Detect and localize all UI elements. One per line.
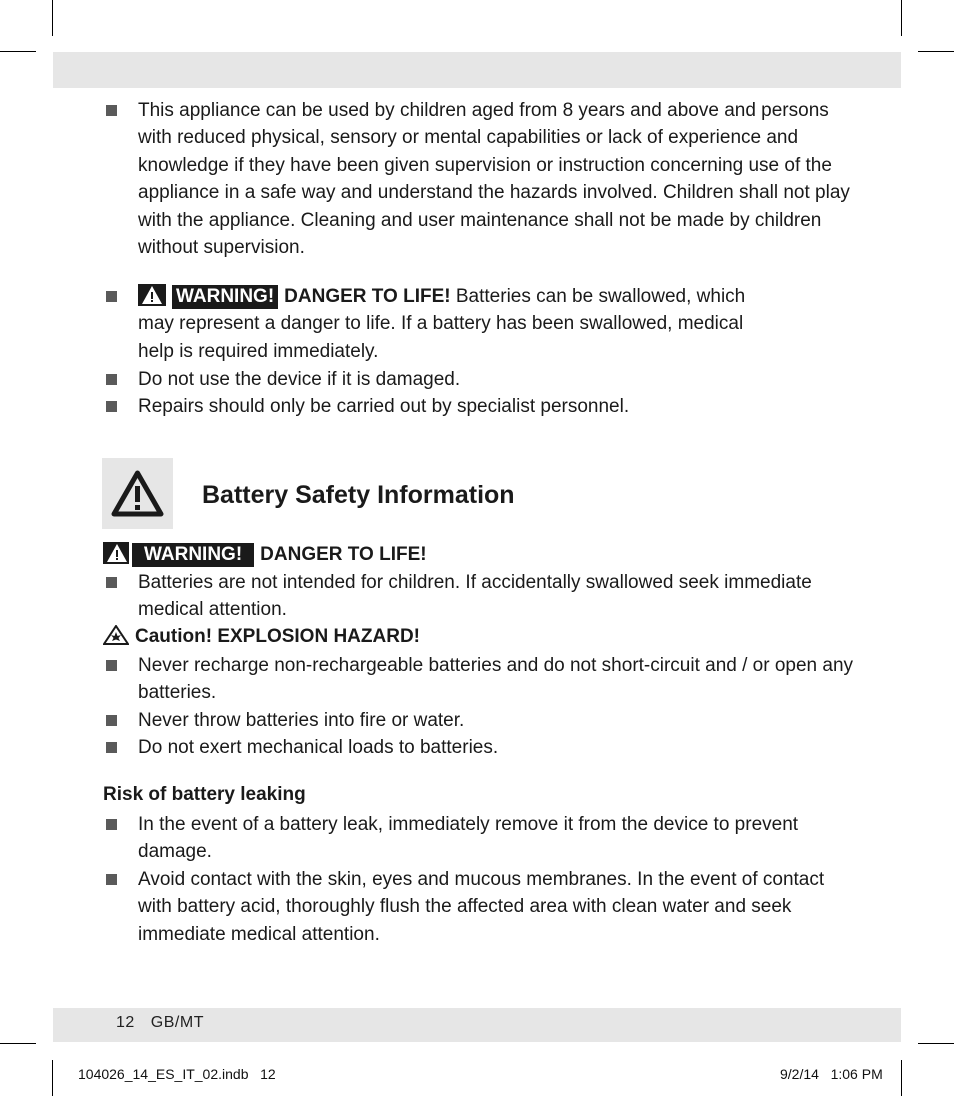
bullet-square-icon: [106, 401, 117, 412]
explosion-hazard-icon: [103, 625, 129, 645]
list-item: WARNING! DANGER TO LIFE! Batteries can be swallowed, which may represent a danger to life. If a battery has been swallowed, medical help is required immediately.: [103, 283, 753, 365]
bullet-square-icon: [106, 374, 117, 385]
warning-list: [103, 283, 753, 365]
print-slug-file: 104026_14_ES_IT_02.indb 12: [78, 1066, 276, 1082]
crop-mark: [52, 0, 53, 36]
caution-heading: Caution! EXPLOSION HAZARD!: [103, 625, 420, 648]
print-slug-date: 9/2/14 1:06 PM: [780, 1066, 883, 1082]
crop-mark: [918, 51, 954, 52]
warning-tag: WARNING!: [132, 543, 254, 567]
danger-label: DANGER TO LIFE!: [284, 286, 451, 307]
bullet-square-icon: [106, 874, 117, 885]
list-item: In the event of a battery leak, immediately remove it from the device to prevent damage.: [103, 811, 863, 866]
bullet-square-icon: [106, 577, 117, 588]
intro-list: [103, 97, 863, 261]
section-title: Battery Safety Information: [202, 481, 515, 509]
crop-mark: [0, 1043, 36, 1044]
danger-heading: [103, 542, 427, 567]
warning-triangle-icon: [103, 542, 129, 564]
list-item: Never recharge non-rechargeable batteries and do not short-circuit and / or open any batteries.: [103, 652, 863, 707]
danger-label: DANGER TO LIFE!: [260, 544, 427, 565]
crop-mark: [52, 1060, 53, 1096]
leak-list: [103, 811, 863, 948]
bullet-square-icon: [106, 105, 117, 116]
bullet-square-icon: [106, 291, 117, 302]
danger-list: [103, 569, 863, 624]
crop-mark: [901, 0, 902, 36]
warning-tag: WARNING!: [172, 285, 278, 309]
bullet-square-icon: [106, 660, 117, 671]
list-item: Repairs should only be carried out by specialist personnel.: [103, 393, 863, 420]
bullet-square-icon: [106, 742, 117, 753]
crop-mark: [918, 1043, 954, 1044]
warning-triangle-icon: [102, 458, 173, 529]
header-band: [53, 52, 901, 88]
crop-mark: [901, 1060, 902, 1096]
crop-mark: [0, 51, 36, 52]
list-item: Do not exert mechanical loads to batteries.: [103, 734, 863, 761]
list-item: Never throw batteries into fire or water.: [103, 707, 863, 734]
page-number: 12: [116, 1014, 135, 1031]
page-footer: [116, 1014, 204, 1032]
list-item: Do not use the device if it is damaged.: [103, 366, 863, 393]
list-item: Batteries are not intended for children. If accidentally swallowed seek immediate medical attention.: [103, 569, 863, 624]
list-item: This appliance can be used by children aged from 8 years and above and persons with reduced physical, sensory or mental capabilities or lack of experience and knowledge if they have been given supervision or instruction concerning use of the appliance in a safe way and understand the hazards involved. Children shall not play with the appliance. Cleaning and user maintenance shall not be made by children without supervision.: [103, 97, 863, 261]
warning-triangle-icon: [138, 284, 166, 306]
more-list: [103, 366, 863, 421]
leak-heading: Risk of battery leaking: [103, 784, 306, 805]
list-item: Avoid contact with the skin, eyes and mucous membranes. In the event of contact with battery acid, thoroughly flush the affected area with clean water and seek immediate medical attention.: [103, 866, 863, 948]
caution-list: [103, 652, 863, 762]
bullet-square-icon: [106, 715, 117, 726]
region-label: GB/MT: [150, 1014, 204, 1031]
bullet-square-icon: [106, 819, 117, 830]
